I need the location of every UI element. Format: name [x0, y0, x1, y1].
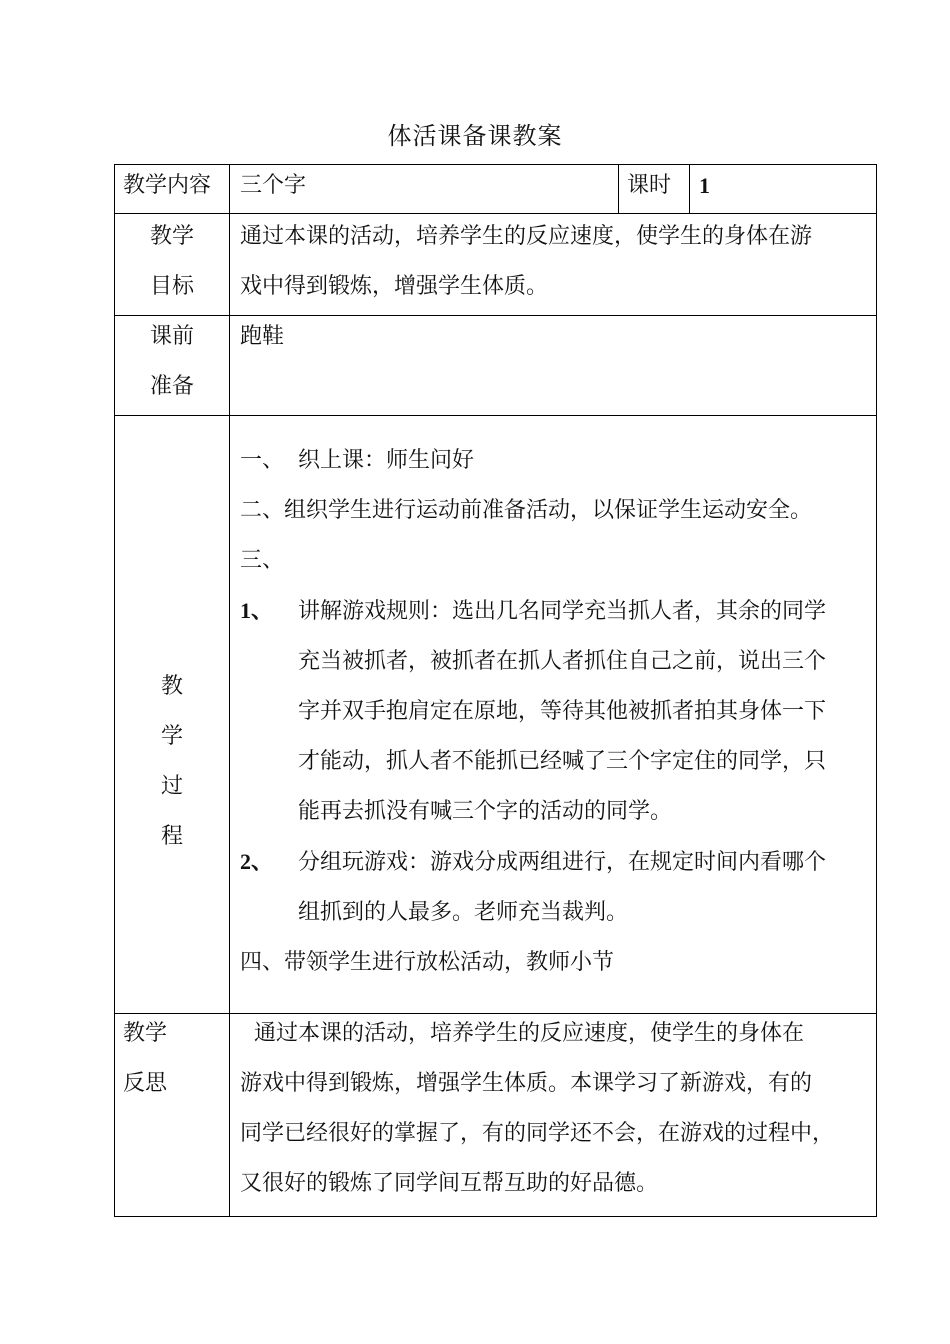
document-title: 体活课备课教案 — [387, 122, 563, 150]
goal-label-line: 教学 — [149, 224, 194, 249]
reflection-text — [240, 1009, 834, 1209]
process-item — [240, 586, 870, 637]
period-label: 课时 — [627, 173, 672, 198]
lesson-plan-table — [114, 164, 877, 1217]
period-value: 1 — [699, 173, 710, 198]
goal-label — [114, 212, 230, 312]
process-item-number: 2、 — [240, 849, 274, 874]
process-step: 一、 织上课：师生问好 — [240, 448, 474, 473]
table-border — [876, 164, 877, 1217]
process-label-char: 过 — [160, 774, 183, 799]
content-value: 三个字 — [240, 173, 307, 198]
process-item-line: 充当被抓者，被抓者在抓人者抓住自己之前，说出三个 — [298, 649, 827, 674]
reflection-label-line: 反思 — [123, 1071, 168, 1096]
table-border — [618, 164, 619, 214]
process-label-char: 程 — [160, 824, 183, 849]
goal-label-line: 目标 — [149, 274, 194, 299]
process-item — [240, 837, 870, 888]
process-label — [114, 662, 230, 862]
table-border — [689, 164, 690, 214]
reflection-text-line: 又很好的锻炼了同学间互帮互助的好品德。 — [240, 1171, 659, 1196]
reflection-text-line: 同学已经很好的掌握了，有的同学还不会，在游戏的过程中， — [240, 1121, 835, 1146]
prep-label-line: 课前 — [149, 324, 194, 349]
reflection-text-line: 游戏中得到锻炼，增强学生体质。本课学习了新游戏，有的 — [240, 1071, 813, 1096]
process-item-line: 组抓到的人最多。老师充当裁判。 — [298, 900, 629, 925]
goal-text-line: 戏中得到锻炼，增强学生体质。 — [240, 274, 549, 299]
reflection-label-line: 教学 — [123, 1021, 168, 1046]
process-item-line: 分组玩游戏：游戏分成两组进行，在规定时间内看哪个 — [298, 850, 827, 875]
process-item-line: 才能动，抓人者不能抓已经喊了三个字定住的同学，只 — [298, 749, 827, 774]
process-label-char: 学 — [160, 724, 183, 749]
goal-text — [240, 212, 812, 312]
process-step: 四、带领学生进行放松活动，教师小节 — [240, 950, 615, 975]
process-item-line: 字并双手抱肩定在原地，等待其他被抓者拍其身体一下 — [298, 699, 827, 724]
process-item-line: 讲解游戏规则：选出几名同学充当抓人者，其余的同学 — [298, 599, 827, 624]
process-item-line: 能再去抓没有喊三个字的活动的同学。 — [298, 799, 673, 824]
prep-text: 跑鞋 — [240, 324, 285, 349]
prep-label-line: 准备 — [149, 374, 194, 399]
process-step: 二、组织学生进行运动前准备活动，以保证学生运动安全。 — [240, 498, 813, 523]
reflection-text-line: 通过本课的活动，培养学生的反应速度，使学生的身体在 — [240, 1021, 804, 1046]
process-label-char: 教 — [160, 674, 183, 699]
content-label: 教学内容 — [123, 173, 212, 198]
reflection-label — [123, 1009, 167, 1109]
goal-text-line: 通过本课的活动，培养学生的反应速度，使学生的身体在游 — [240, 224, 813, 249]
process-item-number: 1、 — [240, 598, 274, 623]
prep-label — [114, 312, 230, 412]
process-step: 三、 — [240, 548, 285, 573]
process-text — [240, 436, 870, 988]
